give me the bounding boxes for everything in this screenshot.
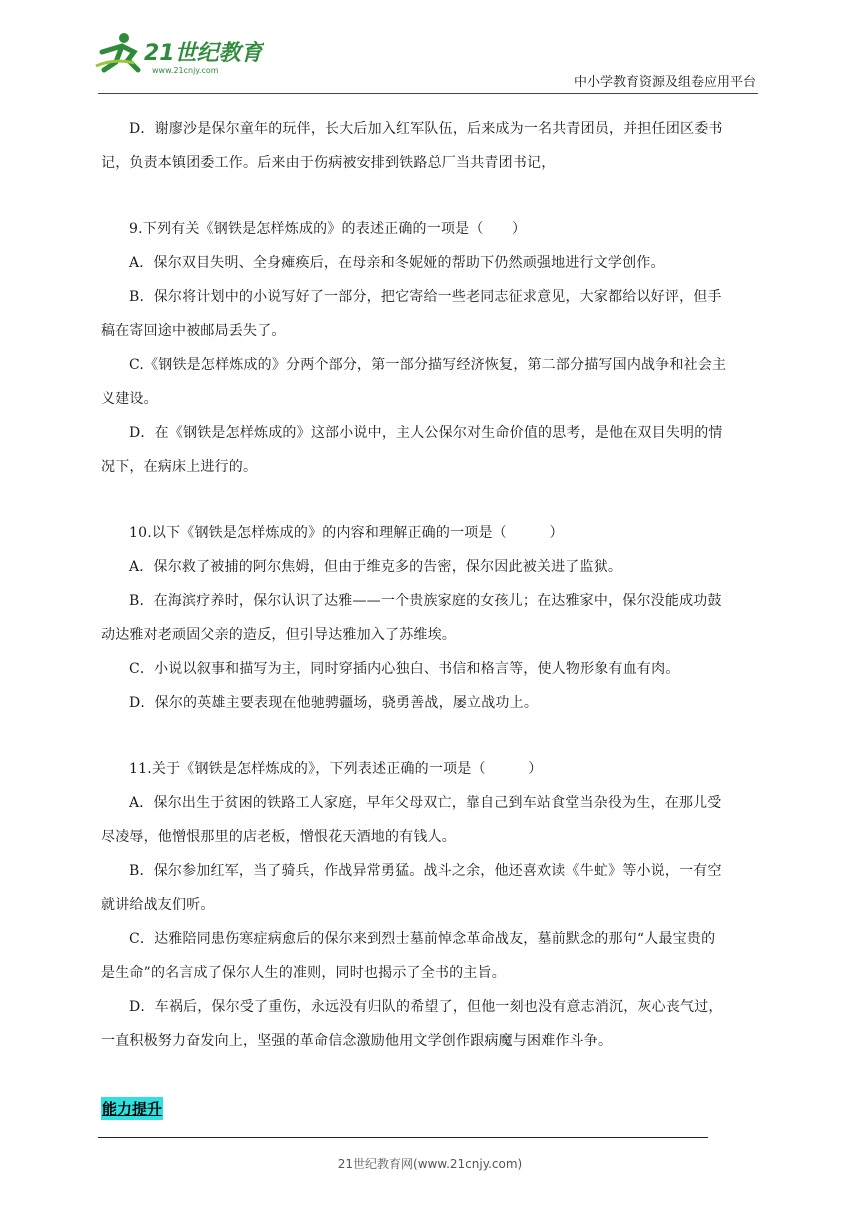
q9-option-d-line2: 况下，在病床上进行的。 — [101, 459, 258, 475]
platform-name: 中小学教育资源及组卷应用平台 — [573, 75, 756, 90]
logo-text: 21世纪教育 — [144, 41, 263, 66]
q10-option-b-line2: 动达雅对老顽固父亲的造反，但引导达雅加入了苏维埃。 — [101, 627, 456, 643]
q9-option-b-line2: 稿在寄回途中被邮局丢失了。 — [101, 323, 286, 339]
runner-logo-icon — [94, 30, 264, 78]
question-11 — [101, 752, 763, 1058]
document-body — [101, 112, 763, 1058]
q9-option-c-line1: C.《钢铁是怎样炼成的》分两个部分，第一部分描写经济恢复，第二部分描写国内战争和社会主 — [129, 357, 727, 373]
section-heading: 能力提升 — [101, 1097, 163, 1120]
q11-option-d-line2: 一直积极努力奋发向上，坚强的革命信念激励他用文学创作跟病魔与困难作斗争。 — [101, 1033, 613, 1049]
q9-title: 9.下列有关《钢铁是怎样炼成的》的表述正确的一项是（ ） — [129, 221, 527, 237]
footer-link[interactable]: 21世纪教育网(www.21cnjy.com) — [337, 1157, 523, 1171]
q11-option-a-line2: 尽凌辱，他憎恨那里的店老板，憎恨花天酒地的有钱人。 — [101, 829, 456, 845]
spacer — [101, 180, 763, 212]
site-logo[interactable] — [94, 30, 264, 78]
spacer — [101, 484, 763, 516]
q11-option-c-line2: 是生命”的名言成了保尔人生的准则，同时也揭示了全书的主旨。 — [101, 965, 506, 981]
q11-option-d-line1: D．车祸后，保尔受了重伤，永远没有归队的希望了，但他一刻也没有意志消沉，灰心丧气过， — [129, 999, 723, 1015]
q9-option-a: A．保尔双目失明、全身瘫痪后，在母亲和冬妮娅的帮助下仍然顽强地进行文学创作。 — [129, 255, 665, 271]
q10-option-a: A．保尔救了被捕的阿尔焦姆，但由于维克多的告密，保尔因此被关进了监狱。 — [129, 559, 623, 575]
q11-option-b-line2: 就讲给战友们听。 — [101, 897, 215, 913]
page-header — [0, 0, 860, 100]
question-10 — [101, 516, 763, 720]
q11-option-a-line1: A．保尔出生于贫困的铁路工人家庭，早年父母双亡，靠自己到车站食堂当杂役为生，在那儿受 — [129, 795, 722, 811]
q8-option-d-line1: D．谢廖沙是保尔童年的玩伴，长大后加入红军队伍，后来成为一名共青团员，并担任团区委书 — [129, 121, 723, 137]
q11-title: 11.关于《钢铁是怎样炼成的》，下列表述正确的一项是（ ） — [129, 761, 543, 777]
q10-option-b-line1: B．在海滨疗养时，保尔认识了达雅——一个贵族家庭的女孩儿；在达雅家中，保尔没能成功鼓 — [129, 593, 722, 609]
logo-url: www.21cnjy.com — [152, 66, 219, 75]
q9-option-b-line1: B．保尔将计划中的小说写好了一部分，把它寄给一些老同志征求意见，大家都给以好评，但手 — [129, 289, 722, 305]
q11-option-b-line1: B．保尔参加红军，当了骑兵，作战异常勇猛。战斗之余，他还喜欢读《牛虻》等小说，一有空 — [129, 863, 722, 879]
question-9 — [101, 212, 763, 484]
q10-option-c: C．小说以叙事和描写为主，同时穿插内心独白、书信和格言等，使人物形象有血有肉。 — [129, 661, 680, 677]
footer-divider — [98, 1137, 708, 1138]
q8-option-d-line2: 记，负责本镇团委工作。后来由于伤病被安排到铁路总厂当共青团书记， — [101, 155, 556, 171]
header-divider — [98, 93, 758, 94]
q9-option-d-line1: D．在《钢铁是怎样炼成的》这部小说中，主人公保尔对生命价值的思考，是他在双目失明的情 — [129, 425, 723, 441]
spacer — [101, 720, 763, 752]
q10-title: 10.以下《钢铁是怎样炼成的》的内容和理解正确的一项是（ ） — [129, 525, 564, 541]
q11-option-c-line1: C．达雅陪同患伤寒症病愈后的保尔来到烈士墓前悼念革命战友，墓前默念的那句“人最宝贵的 — [129, 931, 716, 947]
q9-option-c-line2: 义建设。 — [101, 391, 158, 407]
question-8-tail — [101, 112, 763, 180]
q10-option-d: D．保尔的英雄主要表现在他驰骋疆场，骁勇善战，屡立战功上。 — [129, 695, 539, 711]
